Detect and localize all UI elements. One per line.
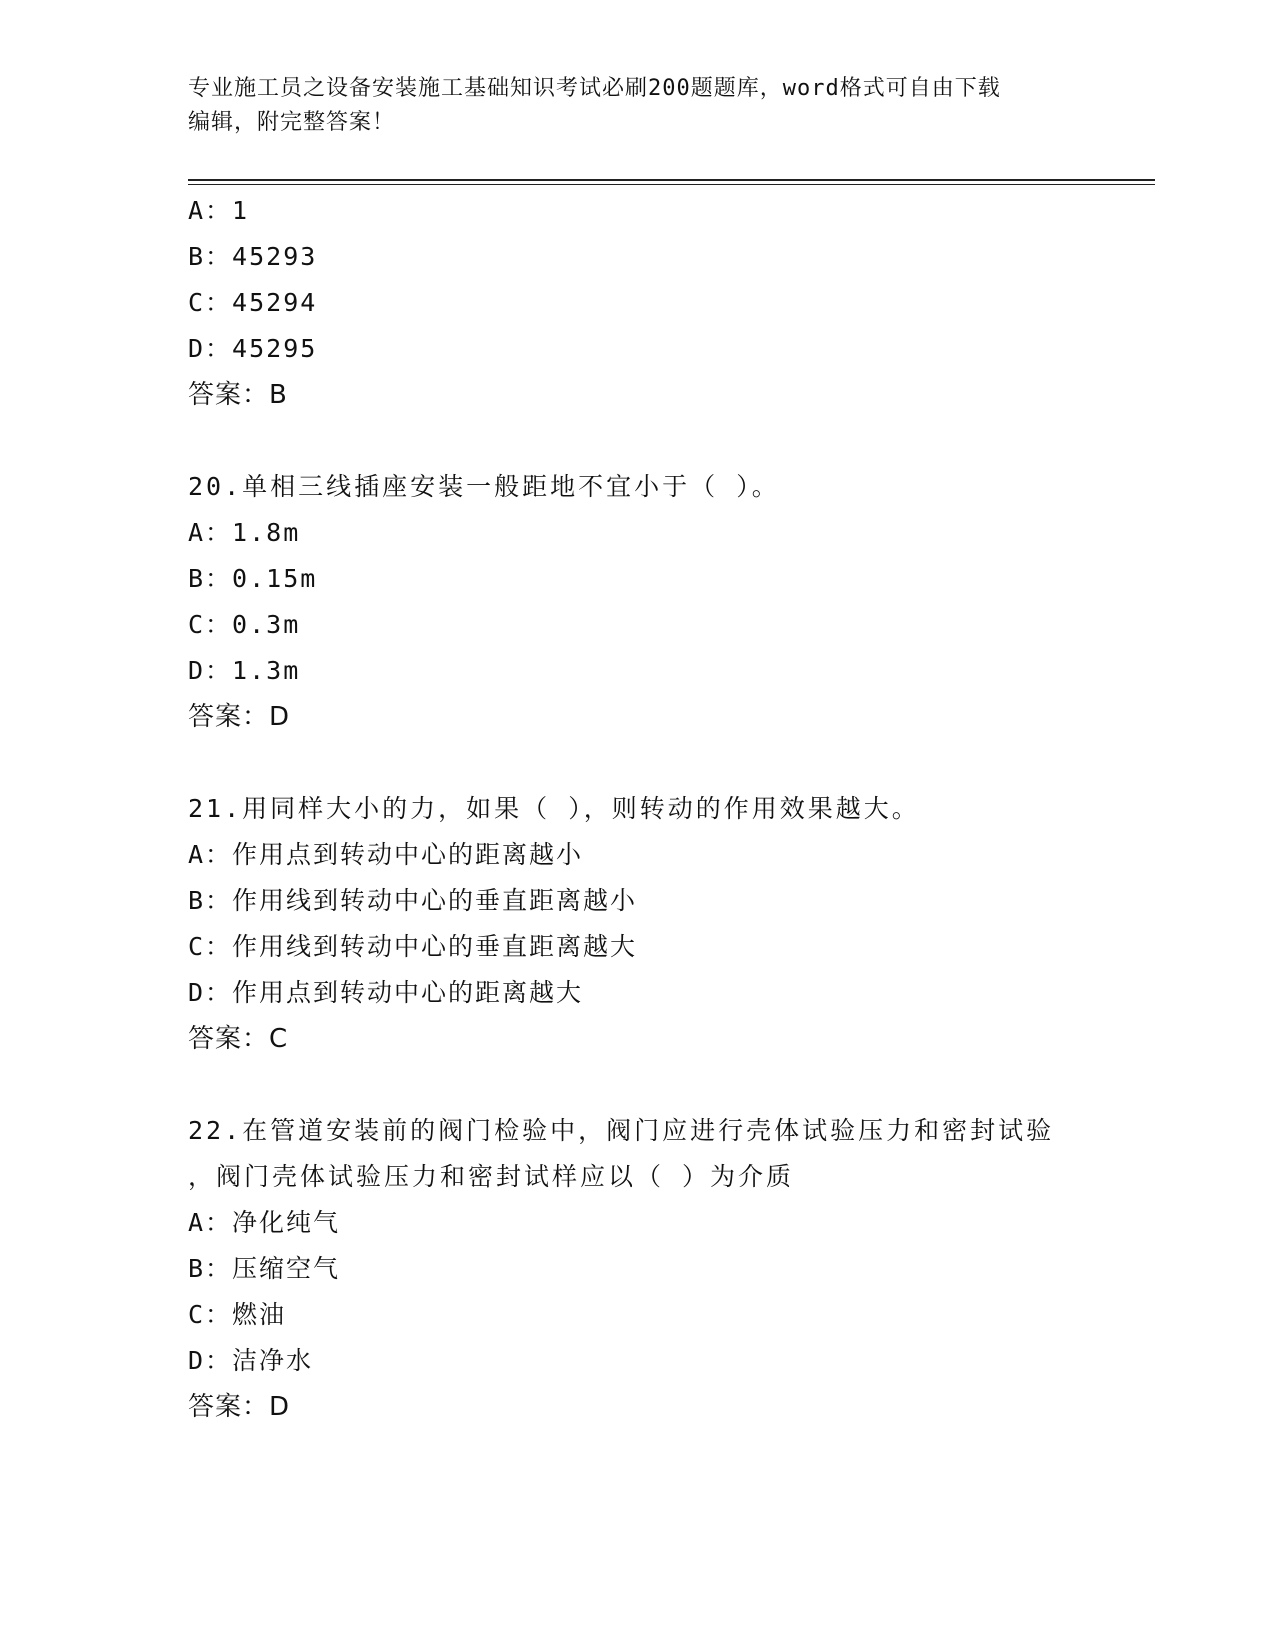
option-b: B：45293 bbox=[188, 242, 318, 271]
spacer bbox=[188, 1062, 1128, 1108]
spacer bbox=[188, 740, 1128, 786]
question-22 bbox=[188, 1108, 1128, 1430]
document-header bbox=[188, 72, 1088, 140]
option-b: B：0.15m bbox=[188, 564, 318, 593]
option-d: D：作用点到转动中心的距离越大 bbox=[188, 978, 584, 1007]
header-divider-thin bbox=[188, 184, 1155, 185]
question-list bbox=[188, 188, 1128, 1430]
option-d: D：洁净水 bbox=[188, 1346, 314, 1375]
option-d: D：1.3m bbox=[188, 656, 301, 685]
question-text: 20.单相三线插座安装一般距地不宜小于（ ）。 bbox=[188, 472, 780, 501]
option-c: C：燃油 bbox=[188, 1300, 287, 1329]
header-title-line-1: 专业施工员之设备安装施工基础知识考试必刷200题题库，word格式可自由下载 bbox=[188, 76, 1001, 101]
answer-line: 答案：D bbox=[188, 702, 291, 732]
header-divider-thick bbox=[188, 179, 1155, 181]
option-c: C：45294 bbox=[188, 288, 318, 317]
option-c: C：0.3m bbox=[188, 610, 301, 639]
option-a: A：净化纯气 bbox=[188, 1208, 341, 1237]
header-title-line-2: 编辑，附完整答案！ bbox=[188, 110, 396, 135]
question-text: 21.用同样大小的力，如果（ ），则转动的作用效果越大。 bbox=[188, 794, 920, 823]
spacer bbox=[188, 418, 1128, 464]
question-text-line-2: ，阀门壳体试验压力和密封试样应以（ ）为介质 bbox=[188, 1162, 795, 1191]
option-b: B：作用线到转动中心的垂直距离越小 bbox=[188, 886, 638, 915]
option-a: A：1 bbox=[188, 196, 250, 225]
answer-line: 答案：D bbox=[188, 1392, 291, 1422]
answer-line: 答案：C bbox=[188, 1024, 289, 1054]
question-text-line-1: 22.在管道安装前的阀门检验中，阀门应进行壳体试验压力和密封试验 bbox=[188, 1116, 1055, 1145]
option-d: D：45295 bbox=[188, 334, 318, 363]
question-20 bbox=[188, 464, 1128, 740]
question-21 bbox=[188, 786, 1128, 1062]
option-b: B：压缩空气 bbox=[188, 1254, 341, 1283]
option-a: A：1.8m bbox=[188, 518, 301, 547]
answer-line: 答案：B bbox=[188, 380, 288, 410]
option-c: C：作用线到转动中心的垂直距离越大 bbox=[188, 932, 638, 961]
option-a: A：作用点到转动中心的距离越小 bbox=[188, 840, 584, 869]
question-19 bbox=[188, 188, 1128, 418]
